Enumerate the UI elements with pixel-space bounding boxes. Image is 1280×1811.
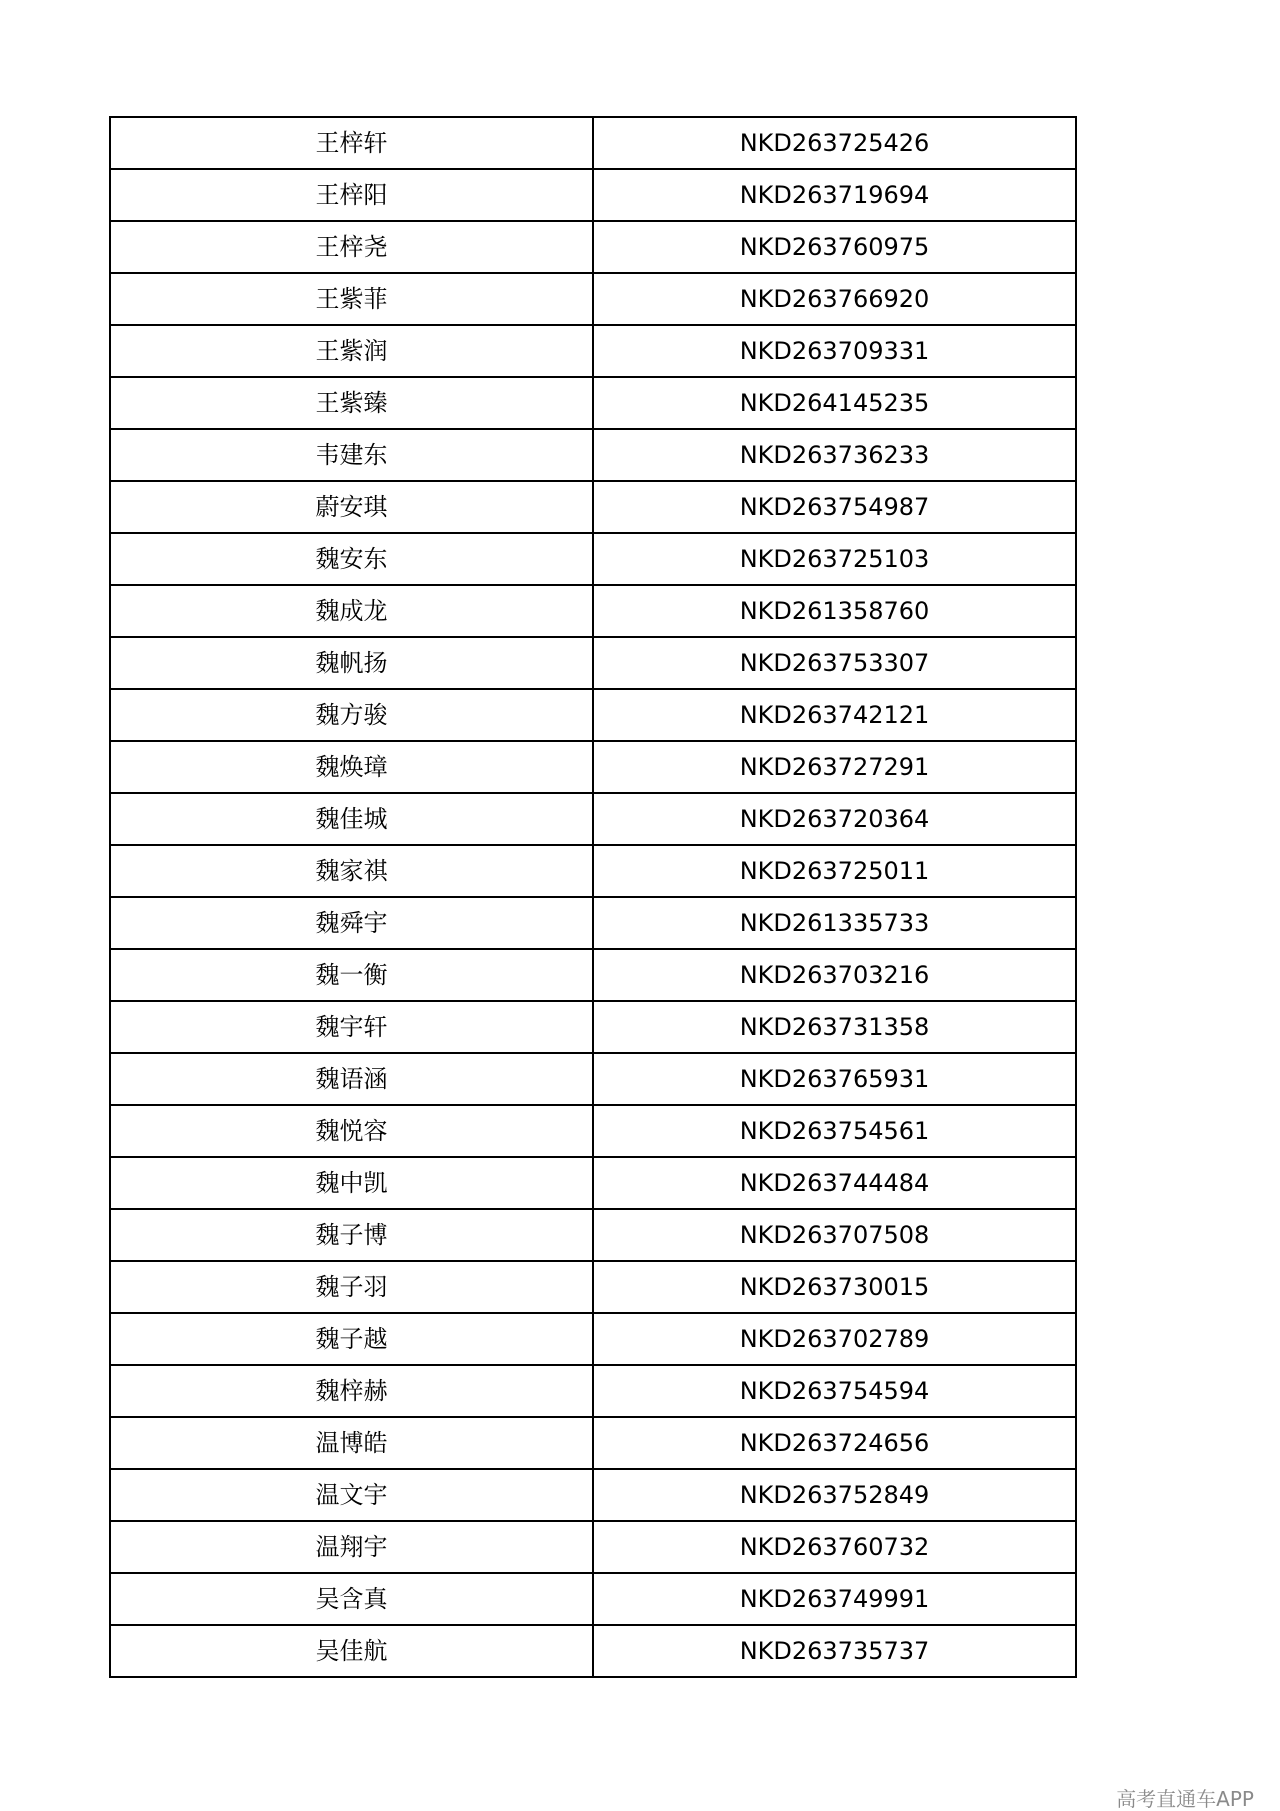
student-name-cell: 魏安东 [110,533,593,585]
table-row [110,377,1076,429]
student-name-cell: 温文宇 [110,1469,593,1521]
student-name-cell: 王紫润 [110,325,593,377]
student-name-cell: 吴佳航 [110,1625,593,1677]
student-name-cell: 魏子博 [110,1209,593,1261]
table-row [110,1209,1076,1261]
student-id-cell: NKD263735737 [593,1625,1076,1677]
table-row [110,169,1076,221]
table-row [110,1625,1076,1677]
student-name-cell: 王紫菲 [110,273,593,325]
table-row [110,793,1076,845]
student-name-cell: 韦建东 [110,429,593,481]
table-row [110,1313,1076,1365]
table-row [110,273,1076,325]
table-row [110,117,1076,169]
student-id-cell: NKD263760975 [593,221,1076,273]
table-row [110,1417,1076,1469]
student-name-cell: 魏一衡 [110,949,593,1001]
student-id-cell: NKD263744484 [593,1157,1076,1209]
student-name-cell: 王梓轩 [110,117,593,169]
table-row [110,1469,1076,1521]
student-name-cell: 魏子羽 [110,1261,593,1313]
table-row [110,689,1076,741]
table-row [110,1001,1076,1053]
table-row [110,429,1076,481]
table-row [110,1521,1076,1573]
student-name-cell: 魏语涵 [110,1053,593,1105]
student-id-cell: NKD263719694 [593,169,1076,221]
student-id-cell: NKD263765931 [593,1053,1076,1105]
student-id-cell: NKD263725103 [593,533,1076,585]
student-id-cell: NKD261358760 [593,585,1076,637]
student-name-cell: 王梓阳 [110,169,593,221]
student-id-cell: NKD263709331 [593,325,1076,377]
student-id-cell: NKD263749991 [593,1573,1076,1625]
table-row [110,221,1076,273]
student-id-cell: NKD264145235 [593,377,1076,429]
student-id-cell: NKD263725011 [593,845,1076,897]
student-name-cell: 魏佳城 [110,793,593,845]
table-row [110,845,1076,897]
student-id-cell: NKD263753307 [593,637,1076,689]
student-name-cell: 王梓尧 [110,221,593,273]
student-name-cell: 魏方骏 [110,689,593,741]
student-name-cell: 魏焕璋 [110,741,593,793]
student-name-cell: 魏成龙 [110,585,593,637]
roster-table [109,116,1077,1678]
student-name-cell: 魏悦容 [110,1105,593,1157]
student-id-cell: NKD263724656 [593,1417,1076,1469]
table-row [110,533,1076,585]
table-row [110,1157,1076,1209]
student-id-cell: NKD263754987 [593,481,1076,533]
student-id-cell: NKD263731358 [593,1001,1076,1053]
table-row [110,897,1076,949]
student-id-cell: NKD261335733 [593,897,1076,949]
student-id-cell: NKD263707508 [593,1209,1076,1261]
student-id-cell: NKD263766920 [593,273,1076,325]
table-row [110,481,1076,533]
student-id-cell: NKD263730015 [593,1261,1076,1313]
student-id-cell: NKD263754561 [593,1105,1076,1157]
student-name-cell: 魏家祺 [110,845,593,897]
student-id-cell: NKD263736233 [593,429,1076,481]
student-id-cell: NKD263752849 [593,1469,1076,1521]
student-id-cell: NKD263720364 [593,793,1076,845]
table-row [110,1053,1076,1105]
table-row [110,1573,1076,1625]
student-name-cell: 吴含真 [110,1573,593,1625]
table-row [110,1365,1076,1417]
table-row [110,325,1076,377]
student-id-cell: NKD263754594 [593,1365,1076,1417]
student-id-cell: NKD263703216 [593,949,1076,1001]
table-row [110,949,1076,1001]
student-name-cell: 温翔宇 [110,1521,593,1573]
student-id-cell: NKD263702789 [593,1313,1076,1365]
student-id-cell: NKD263760732 [593,1521,1076,1573]
student-name-cell: 王紫臻 [110,377,593,429]
student-id-cell: NKD263725426 [593,117,1076,169]
student-name-cell: 蔚安琪 [110,481,593,533]
student-name-cell: 魏舜宇 [110,897,593,949]
student-name-cell: 魏帆扬 [110,637,593,689]
student-name-cell: 魏梓赫 [110,1365,593,1417]
student-name-cell: 魏中凯 [110,1157,593,1209]
table-row [110,1261,1076,1313]
student-id-cell: NKD263727291 [593,741,1076,793]
watermark: 高考直通车APP [1116,1787,1254,1811]
table-row [110,741,1076,793]
table-row [110,1105,1076,1157]
table-row [110,585,1076,637]
student-id-cell: NKD263742121 [593,689,1076,741]
student-name-cell: 魏子越 [110,1313,593,1365]
roster-table-body [110,117,1076,1677]
table-row [110,637,1076,689]
student-name-cell: 温博皓 [110,1417,593,1469]
student-name-cell: 魏宇轩 [110,1001,593,1053]
